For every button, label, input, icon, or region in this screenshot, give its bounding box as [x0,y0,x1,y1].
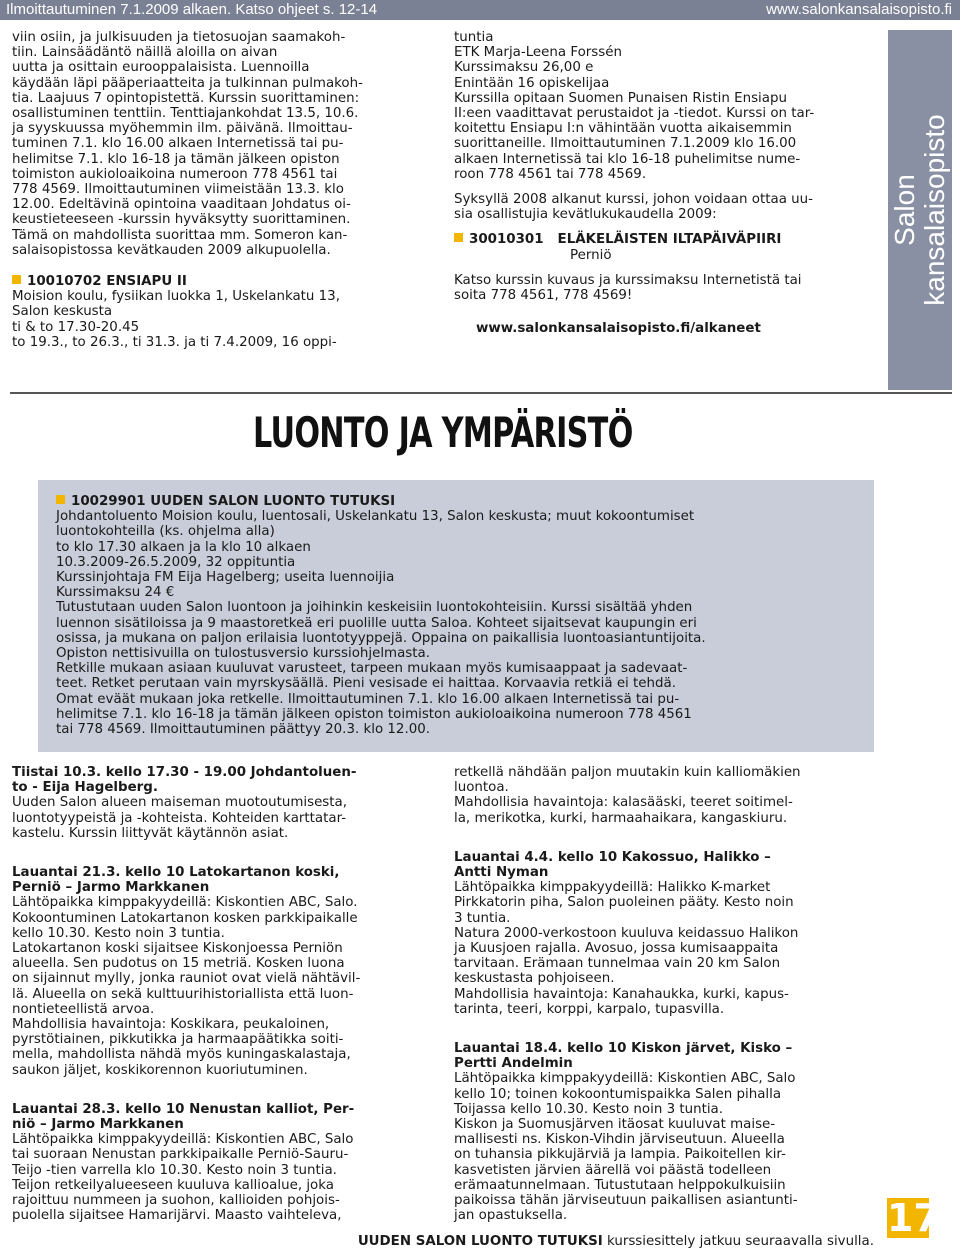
text-line: Kiskon ja Suomusjärven itäosat kuuluvat maise- [454,1117,776,1133]
course-title-text: 10010702 ENSIAPU II [27,274,187,290]
text-line: tarvitaan. Erämaan tunnelmaa vain 20 km Salon [454,956,781,972]
text-line: Omat eväät mukaan joka retkelle. Ilmoittautuminen 7.1. klo 16.00 alkaen Internetissä tai pu- [56,691,680,707]
text-line: kello 10.30. Kesto noin 3 tuntia. [12,925,225,941]
alkaneet-link[interactable]: www.salonkansalaisopisto.fi/alkaneet [476,321,761,337]
right-paragraph-2 [454,192,864,222]
right-column [454,30,864,336]
text-line: koitettu Ensiapu I:n vähintään vuotta aikaisemmin [454,121,792,137]
event-2-title [12,865,422,895]
text-line: 778 4569. Ilmoittautuminen viimeistään 13.3. klo [12,182,344,198]
text-line: keustieteeseen -kurssin hyväksytty suorittaminen. [12,212,351,228]
text-line: 3 tuntia. [454,910,511,926]
text-line: Lauantai 18.4. kello 10 Kiskon järvet, Kisko – [454,1041,793,1057]
text-line: teet. Retket perutaan vain myrskysäällä. Pieni vesisade ei haittaa. Korvaavia retkiä ei tehdä. [56,676,676,692]
text-line: Mahdollisia havaintoja: kalasääski, teeret soitimel- [454,795,793,811]
text-line: osissa, ja mukana on paljon erilaisia luontotyyppejä. Oppaina on paikallisia luontoasiantuntijoita. [56,630,706,646]
event-2-text [12,895,422,1077]
text-line: helimitse 7.1. klo 16-18 ja tämän jälkeen opiston toimiston aukioloaikoina numeroon 778 4561 [56,706,692,722]
brand-line-2: kansalaisopisto [919,114,950,306]
text-line: Opiston nettisivuilla on tulostusversio kurssiohjelmasta. [56,646,430,662]
text-line: nontieteellistä arvoa. [12,1001,155,1017]
text-line: osallistuminen tenttiin. Tenttiajankohdat 13.5, 10.6. [12,106,359,122]
footer-bold: UUDEN SALON LUONTO TUTUKSI [357,1234,603,1249]
text-line: Lähtöpaikka kimppakyydeillä: Kiskontien ABC, Salo [454,1071,796,1087]
text-line: Kurssilla opitaan Suomen Punaisen Ristin Ensiapu [454,90,787,106]
text-line: mallisesti ns. Kiskon-Vihdin järviseutuun. Alueella [454,1132,785,1148]
text-line: Antti Nyman [454,865,549,881]
text-line: Toijassa kello 10.30. Kesto noin 3 tuntia. [454,1101,724,1117]
bullet-icon [12,275,21,284]
text-line: la, merikotka, kurki, harmaahaikara, kangaskiuru. [454,810,788,826]
text-line: on tuhansia pikkujärviä ja lampia. Paikoitellen kir- [454,1147,786,1163]
text-line: tuminen 7.1. klo 16.00 alkaen Internetissä tai pu- [12,136,344,152]
bullet-icon [454,233,463,242]
text-line: tai 778 4569. Ilmoittautuminen päättyy 20.3. klo 12.00. [56,722,430,738]
text-line: to 19.3., to 26.3., ti 31.3. ja ti 7.4.2009, 16 oppi- [12,334,337,350]
text-line: luontotyypeistä ja -kohteista. Kohteiden karttatar- [12,810,347,826]
text-line: Pertti Andelmin [454,1056,573,1072]
text-line: Kurssimaksu 24 € [56,585,175,601]
text-line: Lauantai 4.4. kello 10 Kakossuo, Halikko – [454,849,771,865]
text-line: tuntia [454,30,494,45]
text-line: lä. Alueella on sekä kulttuurihistoriallista että luon- [12,986,354,1002]
text-line: Perniö – Jarmo Markkanen [12,880,210,896]
text-line: erämaatunnelmaan. Tutustutaan helppokulkuisiin [454,1177,786,1193]
text-line: Mahdollisia havaintoja: Koskikara, peukaloinen, [12,1017,330,1033]
brand-text [890,114,950,305]
text-line: ti & to 17.30-20.45 [12,319,140,335]
bullet-icon [56,495,65,504]
event-1-text [12,795,422,841]
header-bar [0,0,960,20]
divider [10,392,952,394]
event-3-title [12,1102,422,1132]
section-heading: LUONTO JA YMPÄRISTÖ [253,408,633,457]
text-line: Retkille mukaan asiaan kuuluvat varusteet, tarpeen mukaan myös kumisaappaat ja sadevaat- [56,661,688,677]
text-line: Syksyllä 2008 alkanut kurssi, johon voidaan ottaa uu- [454,192,813,208]
text-line: luennon sisätiloissa ja 9 maastoretkeä eri puolille uutta Saloa. Kohteet sijaitsevat kaupungin eri [56,615,697,631]
text-line: tarinta, teeri, korppi, karpalo, tupasvilla. [454,1001,725,1017]
event-4-text [454,880,864,1017]
text-line: Tämä on mahdollista suorittaa mm. Someron kan- [12,227,348,243]
text-line: Johdantoluento Moision koulu, luentosali, Uskelankatu 13, Salon keskusta; muut kokoontumiset [56,509,695,525]
text-line: ja Kuusjoen rajalla. Avosuo, jossa kumisaappaita [454,941,779,957]
text-line: pyrstötiainen, pikkutikka ja harmaapäätikka soiti- [12,1032,344,1048]
text-line: Tiistai 10.3. kello 17.30 - 19.00 Johdantoluen- [12,765,357,780]
text-line: Lähtöpaikka kimppakyydeillä: Halikko K-market [454,880,771,896]
footer-note [358,1234,874,1249]
text-line: Teijo -tien varrella klo 10.30. Kesto noin 3 tuntia. [12,1162,337,1178]
text-line: Lauantai 28.3. kello 10 Nenustan kalliot, Per- [12,1101,355,1117]
text-line: tia. Laajuus 7 opintopistettä. Kurssin suorittaminen: [12,90,360,106]
text-line: ja syyskuussa myöhemmin ilm. päivänä. Ilmoittau- [12,121,353,137]
text-line: Tutustutaan uuden Salon luontoon ja joihinkin keskeisiin luontokohteisiin. Kurssi sisältää yhden [56,600,693,616]
sidebar-brand [888,30,952,390]
course-code: 30010301 [469,232,544,248]
text-line: to - Eija Hagelberg. [12,780,158,796]
text-line: Lauantai 21.3. kello 10 Latokartanon koski, [12,865,340,881]
text-line: roon 778 4561 tai 778 4569. [454,166,647,182]
course-ensiapu-details [12,289,422,350]
text-line: soita 778 4561, 778 4569! [454,288,633,304]
text-line: viin osiin, ja julkisuuden ja tietosuojan saamakoh- [12,30,346,45]
text-line: kastelu. Kurssin liittyvät käytännön asiat. [12,825,289,841]
brand-line-1: Salon [889,174,920,246]
text-line: ETK Marja-Leena Forssén [454,45,622,61]
page-number: 17 [887,1196,940,1240]
course-ensiapu-title [12,274,422,289]
text-line: Enintään 16 opiskelijaa [454,75,610,91]
text-line: puolella sijaitsee Hamarijärvi. Maasto vaihteleva, [12,1208,342,1224]
text-line: kello 10; toinen kokoontumispaikka Salen pihalla [454,1086,782,1102]
text-line: Kurssimaksu 26,00 e [454,60,594,76]
text-line: alkaen Internetissä tai klo 16-18 puhelimitse nume- [454,151,801,167]
text-line: Moision koulu, fysiikan luokka 1, Uskelankatu 13, [12,289,340,305]
course-name: ELÄKELÄISTEN ILTAPÄIVÄPIIRI [557,232,782,248]
text-line: tai suoraan Nenustan parkkipaikalle Perniö-Sauru- [12,1147,349,1163]
text-line: Kokoontuminen Latokartanon kosken parkkipaikalle [12,910,358,926]
text-line: Pirkkatorin piha, Salon puoleinen pääty. Kesto noin [454,895,794,911]
course-box [38,480,874,752]
text-line: käydään läpi pääperiaatteita ja tulkinnan pulmakoh- [12,75,363,91]
text-line: to klo 17.30 alkaen ja la klo 10 alkaen [56,539,311,555]
text-line: saukon jäljet, koskikorennon kuoriutuminen. [12,1062,308,1078]
text-line: paikoissa tähän järviseutuun paikallisen asiantunti- [454,1193,798,1209]
footer-rest: kurssiesittely jatkuu seuraavalla sivulla. [602,1234,874,1249]
text-line: II:een vaadittavat perustaidot ja -tiedot. Kurssi on tar- [454,106,815,122]
event-3-text [12,1132,422,1223]
lower-right-column [454,765,864,1223]
event-1-title [12,765,422,795]
text-line: uutta ja osittain eurooppalaisista. Luennoilla [12,60,310,76]
text-line: tiin. Lainsäädäntö näillä aloilla on aivan [12,45,278,61]
text-line: Lähtöpaikka kimppakyydeillä: Kiskontien ABC, Salo [12,1132,354,1148]
course-title-text: 10029901 UUDEN SALON LUONTO TUTUKSI [71,494,396,509]
event-5-title [454,1041,864,1071]
left-column [12,30,422,350]
text-line: jan opastuksella. [454,1208,568,1224]
text-line: sia osallistujia kevätlukukaudella 2009: [454,207,717,223]
text-line: 10.3.2009-26.5.2009, 32 oppituntia [56,554,296,570]
text-line: mella, mahdollista nähdä myös kuningaskalastaja, [12,1047,351,1063]
text-line: luontokohteilla (ks. ohjelma alla) [56,524,275,540]
text-line: Latokartanon koski sijaitsee Kiskonjoessa Perniön [12,941,343,957]
text-line: Teijon retkeilyalueeseen kuuluva kallioalue, joka [12,1177,334,1193]
text-line: suorittaneille. Ilmoittautuminen 7.1.2009 klo 16.00 [454,136,797,152]
event-5-text [454,1071,864,1223]
course-luonto-title [56,494,856,509]
text-line: helimitse 7.1. klo 16-18 ja tämän jälkeen opiston [12,151,340,167]
lower-left-column [12,765,422,1223]
text-line: luontoa. [454,780,509,796]
text-line: Uuden Salon alueen maiseman muotoutumisesta, [12,795,348,811]
text-line: Salon keskusta [12,304,113,320]
text-line: kasvetisten järvien äärellä voi päästä todelleen [454,1162,772,1178]
text-line: Natura 2000-verkostoon kuuluva keidassuo Halikon [454,925,799,941]
left-paragraph [12,30,422,258]
text-line: alueella. Sen pudotus on 15 metriä. Kosken luona [12,956,345,972]
text-line: salaisopistossa kevätkauden 2009 alkupuolella. [12,242,331,258]
course-place: Perniö [570,247,612,263]
text-line: toimiston aukioloaikoina numeroon 778 4561 tai [12,166,338,182]
header-left-text: Ilmoittautuminen 7.1.2009 alkaen. Katso ohjeet s. 12-14 [6,1,378,18]
text-line: on sijainnut mylly, jonka rauniot ovat vielä nähtävil- [12,971,361,987]
course-elakelaisten-title [454,232,864,247]
text-line: rajoittuu nummeen ja suohon, kallioiden pohjois- [12,1193,340,1209]
text-line: Mahdollisia havaintoja: Kanahaukka, kurki, kapus- [454,986,789,1002]
event-3-continued [454,765,864,826]
right-paragraph-3 [454,273,864,303]
text-line: retkellä nähdään paljon muutakin kuin kalliomäkien [454,765,801,780]
text-line: Katso kurssin kuvaus ja kurssimaksu Internetistä tai [454,272,802,288]
header-url[interactable]: www.salonkansalaisopisto.fi [766,1,952,18]
event-4-title [454,850,864,880]
text-line: keskustasta pohjoiseen. [454,971,615,987]
text-line: Lähtöpaikka kimppakyydeillä: Kiskontien ABC, Salo. [12,895,358,911]
right-paragraph-1 [454,30,864,182]
text-line: niö – Jarmo Markkanen [12,1117,184,1133]
text-line: 12.00. Edeltävinä opintoina vaaditaan Johdatus oi- [12,197,351,213]
text-line: Kurssinjohtaja FM Eija Hagelberg; useita luennoijia [56,570,395,586]
course-luonto-details [56,509,856,737]
